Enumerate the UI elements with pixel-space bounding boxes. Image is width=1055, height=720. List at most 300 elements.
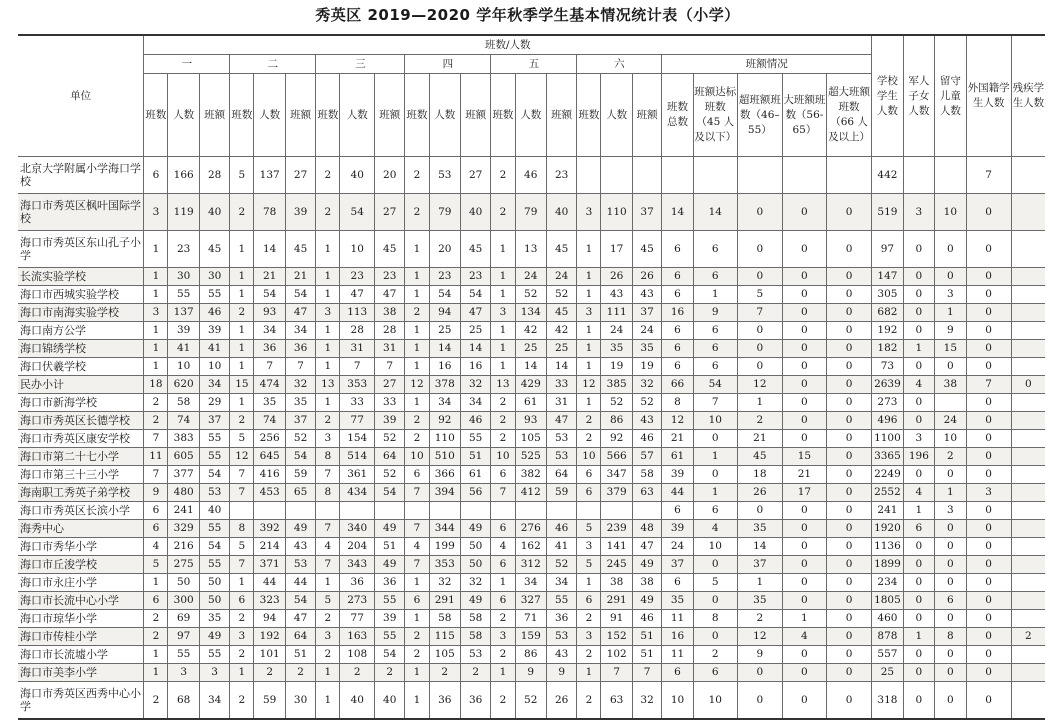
table-cell: 412 <box>515 484 546 502</box>
table-cell: 0 <box>903 538 934 556</box>
table-cell: 57 <box>632 448 661 466</box>
table-row <box>18 231 1045 268</box>
table-cell: 0 <box>826 340 871 358</box>
table-cell <box>254 502 285 520</box>
table-cell: 55 <box>199 520 229 538</box>
table-cell: 2 <box>577 646 601 664</box>
table-cell: 1 <box>316 394 340 412</box>
header-sub: 人数 <box>515 74 546 157</box>
table-cell: 1 <box>230 358 254 376</box>
table-cell: 40 <box>546 194 576 231</box>
table-row <box>18 194 1045 231</box>
table-cell: 2 <box>460 664 490 682</box>
table-cell: 8 <box>316 448 340 466</box>
table-cell: 0 <box>903 322 934 340</box>
table-cell: 86 <box>601 412 632 430</box>
table-cell: 16 <box>662 628 693 646</box>
table-cell: 24 <box>546 268 576 286</box>
header-class-size-col: 班额达标班数（45 人及以下） <box>693 74 737 157</box>
unit-name: 海口市西城实验学校 <box>18 286 144 304</box>
unit-name: 海口市新海学校 <box>18 394 144 412</box>
table-cell: 54 <box>429 286 460 304</box>
header-class-size-col: 超班额班数（46–55） <box>737 74 782 157</box>
header-class-size-col: 班数总数 <box>662 74 693 157</box>
table-cell: 16 <box>429 358 460 376</box>
table-cell: 0 <box>903 304 934 322</box>
table-cell: 31 <box>375 340 405 358</box>
header-sub: 班数 <box>230 74 254 157</box>
table-cell: 7 <box>375 358 405 376</box>
table-cell: 102 <box>601 646 632 664</box>
table-cell <box>737 157 782 194</box>
table-cell: 0 <box>935 646 966 664</box>
table-cell <box>1011 322 1045 340</box>
table-cell: 30 <box>199 268 229 286</box>
header-sub: 班数 <box>316 74 340 157</box>
table-cell: 52 <box>285 430 315 448</box>
header-sub: 班额 <box>285 74 315 157</box>
table-cell: 1 <box>577 322 601 340</box>
table-cell: 52 <box>546 286 576 304</box>
table-cell: 55 <box>546 592 576 610</box>
unit-name: 海口市美李小学 <box>18 664 144 682</box>
table-cell: 46 <box>546 520 576 538</box>
table-cell: 1 <box>405 268 429 286</box>
table-cell: 2 <box>316 157 340 194</box>
table-cell: 0 <box>935 520 966 538</box>
table-cell: 14 <box>693 194 737 231</box>
table-cell: 0 <box>903 610 934 628</box>
table-cell: 2 <box>491 682 515 720</box>
table-cell: 12 <box>405 376 429 394</box>
table-cell: 318 <box>872 682 903 720</box>
table-cell: 10 <box>935 194 966 231</box>
table-cell: 64 <box>375 448 405 466</box>
table-cell: 7 <box>230 466 254 484</box>
table-cell: 113 <box>340 304 375 322</box>
table-cell: 53 <box>285 556 315 574</box>
table-cell: 6 <box>693 268 737 286</box>
table-cell: 17 <box>782 484 826 502</box>
header-sub: 班数 <box>577 74 601 157</box>
table-cell: 134 <box>515 304 546 322</box>
table-cell: 514 <box>340 448 375 466</box>
table-cell: 1 <box>144 340 168 358</box>
table-cell: 0 <box>737 664 782 682</box>
table-cell: 0 <box>782 376 826 394</box>
table-cell: 0 <box>966 412 1011 430</box>
table-row <box>18 430 1045 448</box>
table-cell <box>601 502 632 520</box>
table-cell: 0 <box>826 430 871 448</box>
table-cell: 39 <box>168 322 199 340</box>
table-cell: 152 <box>601 628 632 646</box>
table-cell: 1 <box>144 231 168 268</box>
table-cell: 0 <box>782 412 826 430</box>
table-cell: 97 <box>872 231 903 268</box>
table-cell: 1 <box>405 322 429 340</box>
table-cell: 0 <box>966 268 1011 286</box>
table-cell: 496 <box>872 412 903 430</box>
unit-name: 海南职工秀英子弟学校 <box>18 484 144 502</box>
table-cell: 0 <box>966 628 1011 646</box>
table-cell: 0 <box>782 682 826 720</box>
unit-name: 海口市秀华小学 <box>18 538 144 556</box>
table-cell: 1 <box>577 340 601 358</box>
table-cell: 6 <box>662 231 693 268</box>
table-cell: 58 <box>632 466 661 484</box>
table-cell: 63 <box>632 484 661 502</box>
table-cell <box>826 157 871 194</box>
table-cell: 44 <box>254 574 285 592</box>
unit-name: 海口市秀英区长德学校 <box>18 412 144 430</box>
table-cell: 0 <box>737 358 782 376</box>
unit-name: 海口市琼华小学 <box>18 610 144 628</box>
table-cell: 1 <box>230 664 254 682</box>
table-cell: 7 <box>316 466 340 484</box>
unit-name: 海口锦绣学校 <box>18 340 144 358</box>
table-row <box>18 646 1045 664</box>
table-cell: 39 <box>375 412 405 430</box>
unit-name: 海口伏羲学校 <box>18 358 144 376</box>
table-cell: 54 <box>199 538 229 556</box>
table-cell: 0 <box>826 286 871 304</box>
table-row <box>18 448 1045 466</box>
table-cell: 385 <box>601 376 632 394</box>
table-cell: 50 <box>199 592 229 610</box>
table-cell: 2 <box>737 412 782 430</box>
table-cell: 1 <box>405 610 429 628</box>
table-cell: 192 <box>254 628 285 646</box>
table-cell: 34 <box>546 574 576 592</box>
table-cell <box>577 502 601 520</box>
table-cell: 1 <box>737 394 782 412</box>
table-cell: 74 <box>168 412 199 430</box>
table-cell: 31 <box>340 340 375 358</box>
table-cell: 196 <box>903 448 934 466</box>
header-grade: 二 <box>230 55 316 74</box>
table-cell: 36 <box>429 682 460 720</box>
table-cell: 6 <box>693 358 737 376</box>
table-cell: 37 <box>632 194 661 231</box>
table-cell: 5 <box>316 592 340 610</box>
table-cell: 1 <box>316 286 340 304</box>
table-cell: 10 <box>199 358 229 376</box>
table-cell: 97 <box>168 628 199 646</box>
table-cell: 6 <box>144 520 168 538</box>
header-sub: 班数 <box>144 74 168 157</box>
table-row <box>18 556 1045 574</box>
table-cell: 41 <box>199 340 229 358</box>
table-cell: 52 <box>601 394 632 412</box>
unit-name: 海口市秀英区东山孔子小学 <box>18 231 144 268</box>
table-cell: 28 <box>199 157 229 194</box>
table-cell: 11 <box>662 610 693 628</box>
unit-name: 海口市丘浚学校 <box>18 556 144 574</box>
table-cell: 4 <box>316 538 340 556</box>
table-cell: 6 <box>935 592 966 610</box>
table-cell: 58 <box>429 610 460 628</box>
table-cell: 32 <box>285 376 315 394</box>
table-cell: 0 <box>826 448 871 466</box>
table-cell: 0 <box>966 394 1011 412</box>
table-cell: 0 <box>737 231 782 268</box>
table-cell: 0 <box>782 322 826 340</box>
table-cell: 234 <box>872 574 903 592</box>
table-cell: 52 <box>632 394 661 412</box>
table-cell: 6 <box>144 157 168 194</box>
table-cell: 47 <box>546 412 576 430</box>
table-cell: 105 <box>429 646 460 664</box>
table-row <box>18 304 1045 322</box>
table-cell: 65 <box>285 484 315 502</box>
table-cell: 0 <box>903 664 934 682</box>
table-cell: 0 <box>966 664 1011 682</box>
table-cell: 38 <box>601 574 632 592</box>
table-cell: 5 <box>144 556 168 574</box>
table-cell <box>1011 646 1045 664</box>
table-cell <box>460 502 490 520</box>
table-cell: 79 <box>429 194 460 231</box>
table-cell: 10 <box>491 448 515 466</box>
table-cell: 7 <box>405 484 429 502</box>
table-cell: 241 <box>168 502 199 520</box>
table-cell: 1 <box>903 628 934 646</box>
table-cell: 34 <box>429 394 460 412</box>
table-cell <box>1011 157 1045 194</box>
header-classes-students: 班数/人数 <box>144 35 872 55</box>
table-row <box>18 340 1045 358</box>
table-cell: 5 <box>737 286 782 304</box>
table-cell: 353 <box>429 556 460 574</box>
table-row <box>18 664 1045 682</box>
unit-name: 长流实验学校 <box>18 268 144 286</box>
table-cell: 0 <box>903 286 934 304</box>
table-cell: 1 <box>693 484 737 502</box>
table-cell: 2 <box>405 430 429 448</box>
table-cell: 0 <box>826 412 871 430</box>
table-cell: 4 <box>903 484 934 502</box>
table-cell: 0 <box>693 430 737 448</box>
table-cell: 0 <box>826 592 871 610</box>
table-cell: 1 <box>230 268 254 286</box>
table-cell: 54 <box>199 466 229 484</box>
table-cell: 378 <box>429 376 460 394</box>
table-cell: 1 <box>316 664 340 682</box>
table-cell: 6 <box>693 231 737 268</box>
table-cell: 3 <box>577 194 601 231</box>
table-cell: 19 <box>601 358 632 376</box>
table-cell: 6 <box>662 322 693 340</box>
table-cell: 35 <box>737 520 782 538</box>
header-extra-col: 学校学生人数 <box>872 35 903 157</box>
table-cell: 35 <box>254 394 285 412</box>
table-cell: 2 <box>316 646 340 664</box>
table-cell: 1 <box>230 322 254 340</box>
table-cell: 0 <box>782 592 826 610</box>
table-cell: 4 <box>144 538 168 556</box>
table-cell: 3 <box>230 628 254 646</box>
table-cell: 6 <box>662 340 693 358</box>
table-cell: 377 <box>168 466 199 484</box>
table-cell: 66 <box>662 376 693 394</box>
table-cell: 0 <box>966 194 1011 231</box>
table-row <box>18 358 1045 376</box>
table-cell: 25 <box>515 340 546 358</box>
table-cell: 3 <box>316 430 340 448</box>
table-cell: 474 <box>254 376 285 394</box>
table-cell: 27 <box>285 157 315 194</box>
table-cell: 2 <box>737 610 782 628</box>
table-cell <box>1011 448 1045 466</box>
table-cell: 2 <box>316 194 340 231</box>
table-cell: 91 <box>601 610 632 628</box>
table-cell: 460 <box>872 610 903 628</box>
table-cell: 2 <box>285 664 315 682</box>
table-cell: 1 <box>144 286 168 304</box>
table-cell: 0 <box>935 358 966 376</box>
table-cell: 510 <box>429 448 460 466</box>
table-cell: 52 <box>515 682 546 720</box>
table-cell: 32 <box>429 574 460 592</box>
table-cell: 1805 <box>872 592 903 610</box>
table-cell: 0 <box>903 231 934 268</box>
table-cell: 37 <box>662 556 693 574</box>
table-cell: 1 <box>405 231 429 268</box>
table-cell: 1100 <box>872 430 903 448</box>
table-cell <box>285 502 315 520</box>
table-cell: 40 <box>340 157 375 194</box>
header-class-size-col: 大班额班数（56-65） <box>782 74 826 157</box>
table-cell <box>1011 502 1045 520</box>
table-cell: 59 <box>546 484 576 502</box>
header-class-size-col: 超大班额班数（66 人及以上） <box>826 74 871 157</box>
table-cell: 24 <box>935 412 966 430</box>
unit-name: 民办小计 <box>18 376 144 394</box>
table-cell: 6 <box>144 592 168 610</box>
table-cell: 7 <box>144 466 168 484</box>
table-cell: 154 <box>340 430 375 448</box>
table-cell: 17 <box>601 231 632 268</box>
table-cell <box>375 502 405 520</box>
table-cell: 13 <box>491 376 515 394</box>
table-cell <box>693 157 737 194</box>
table-cell: 1 <box>144 646 168 664</box>
table-cell: 1 <box>230 394 254 412</box>
table-cell: 52 <box>375 430 405 448</box>
unit-name: 海秀中心 <box>18 520 144 538</box>
table-cell: 5 <box>693 574 737 592</box>
header-sub: 班额 <box>375 74 405 157</box>
header-sub: 人数 <box>168 74 199 157</box>
table-row <box>18 412 1045 430</box>
table-cell: 1 <box>316 231 340 268</box>
table-cell: 8 <box>230 520 254 538</box>
table-cell: 47 <box>460 304 490 322</box>
table-cell: 5 <box>230 157 254 194</box>
unit-name: 海口市秀英区西秀中心小学 <box>18 682 144 720</box>
header-sub: 班数 <box>405 74 429 157</box>
table-cell: 7 <box>737 304 782 322</box>
table-cell: 0 <box>693 466 737 484</box>
table-cell: 10 <box>168 358 199 376</box>
table-cell <box>1011 268 1045 286</box>
table-cell: 0 <box>782 268 826 286</box>
table-row <box>18 484 1045 502</box>
table-cell: 6 <box>491 520 515 538</box>
table-cell: 5 <box>230 430 254 448</box>
table-cell: 58 <box>168 394 199 412</box>
table-row <box>18 574 1045 592</box>
table-cell: 0 <box>966 286 1011 304</box>
table-cell: 0 <box>966 304 1011 322</box>
table-cell: 46 <box>632 430 661 448</box>
table-cell: 32 <box>632 682 661 720</box>
header-sub: 人数 <box>340 74 375 157</box>
table-cell: 24 <box>662 538 693 556</box>
table-cell: 64 <box>285 628 315 646</box>
table-cell: 2552 <box>872 484 903 502</box>
table-cell <box>1011 286 1045 304</box>
table-cell: 43 <box>632 412 661 430</box>
table-row <box>18 376 1045 394</box>
table-cell: 49 <box>632 556 661 574</box>
table-cell: 43 <box>632 286 661 304</box>
table-cell: 108 <box>340 646 375 664</box>
table-cell: 61 <box>515 394 546 412</box>
table-cell: 39 <box>662 520 693 538</box>
table-cell: 24 <box>601 322 632 340</box>
table-cell: 2 <box>405 628 429 646</box>
table-cell: 93 <box>254 304 285 322</box>
table-cell: 379 <box>601 484 632 502</box>
table-cell: 1 <box>405 664 429 682</box>
table-cell: 2 <box>144 628 168 646</box>
table-cell: 147 <box>872 268 903 286</box>
table-cell: 353 <box>340 376 375 394</box>
table-cell: 9 <box>737 646 782 664</box>
table-cell: 0 <box>826 322 871 340</box>
table-cell: 21 <box>662 430 693 448</box>
table-cell: 2 <box>405 304 429 322</box>
table-cell: 55 <box>199 646 229 664</box>
table-cell: 2 <box>405 194 429 231</box>
table-cell: 24 <box>515 268 546 286</box>
table-cell <box>1011 520 1045 538</box>
table-cell: 13 <box>515 231 546 268</box>
table-cell: 0 <box>935 610 966 628</box>
table-cell: 28 <box>375 322 405 340</box>
table-cell: 115 <box>429 628 460 646</box>
table-cell: 10 <box>693 538 737 556</box>
table-cell: 32 <box>460 376 490 394</box>
table-cell <box>1011 412 1045 430</box>
unit-name: 海口市传桂小学 <box>18 628 144 646</box>
table-cell: 45 <box>375 231 405 268</box>
table-cell: 50 <box>199 574 229 592</box>
table-cell: 2 <box>405 646 429 664</box>
table-cell: 6 <box>903 520 934 538</box>
table-cell: 878 <box>872 628 903 646</box>
table-cell: 3 <box>577 538 601 556</box>
table-cell: 3 <box>966 484 1011 502</box>
table-cell: 49 <box>375 556 405 574</box>
table-cell: 0 <box>782 430 826 448</box>
table-cell: 1 <box>693 448 737 466</box>
table-cell: 3 <box>491 304 515 322</box>
table-cell: 52 <box>546 556 576 574</box>
table-cell: 605 <box>168 448 199 466</box>
